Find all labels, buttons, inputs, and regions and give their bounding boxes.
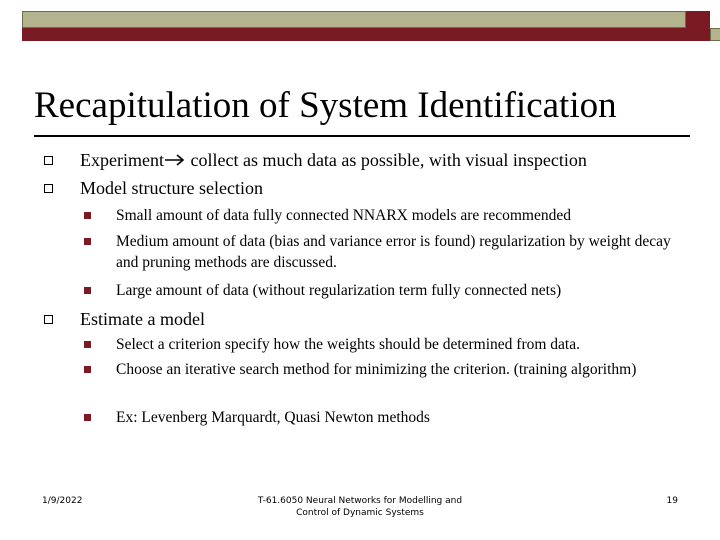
right-arrow-icon <box>164 153 186 167</box>
sub-bullet-large-data: Large amount of data (without regularization term fully connected nets) <box>116 282 562 299</box>
footer-date: 1/9/2022 <box>42 496 83 506</box>
page-number: 19 <box>666 496 678 506</box>
bullet-estimate-model: Estimate a model <box>80 309 205 329</box>
filled-square-icon <box>84 212 91 219</box>
maroon-square <box>686 11 710 28</box>
title-underline <box>34 135 690 137</box>
olive-square <box>710 28 720 41</box>
bullet-experiment-label: Experiment <box>80 150 164 170</box>
slide-title: Recapitulation of System Identification <box>34 85 617 126</box>
filled-square-icon <box>84 366 91 373</box>
footer-course-line1: T-61.6050 Neural Networks for Modelling and <box>257 496 463 506</box>
bullet-experiment-text: collect as much data as possible, with visual inspection <box>185 150 587 170</box>
bullet-model-structure: Model structure selection <box>80 178 263 198</box>
sub-bullet-medium-data: Medium amount of data (bias and variance error is found) regularization by weight decay and pruning methods are discussed. <box>116 233 671 271</box>
filled-square-icon <box>84 238 91 245</box>
filled-square-icon <box>84 414 91 421</box>
bullet-experiment <box>80 149 587 171</box>
sub-bullet-criterion: Select a criterion specify how the weights should be determined from data. <box>116 336 580 353</box>
filled-square-icon <box>84 341 91 348</box>
hollow-square-icon <box>44 315 53 324</box>
hollow-square-icon <box>44 156 53 165</box>
header-decoration-bar <box>22 11 710 41</box>
footer-course-line2: Control of Dynamic Systems <box>296 508 424 518</box>
sub-bullet-small-data: Small amount of data fully connected NNARX models are recommended <box>116 207 571 224</box>
sub-bullet-examples: Ex: Levenberg Marquardt, Quasi Newton methods <box>116 409 430 426</box>
filled-square-icon <box>84 287 91 294</box>
maroon-band <box>22 28 710 41</box>
olive-band <box>22 11 686 28</box>
footer-course <box>200 495 520 519</box>
hollow-square-icon <box>44 184 53 193</box>
sub-bullet-search-method: Choose an iterative search method for minimizing the criterion. (training algorithm) <box>116 361 637 378</box>
